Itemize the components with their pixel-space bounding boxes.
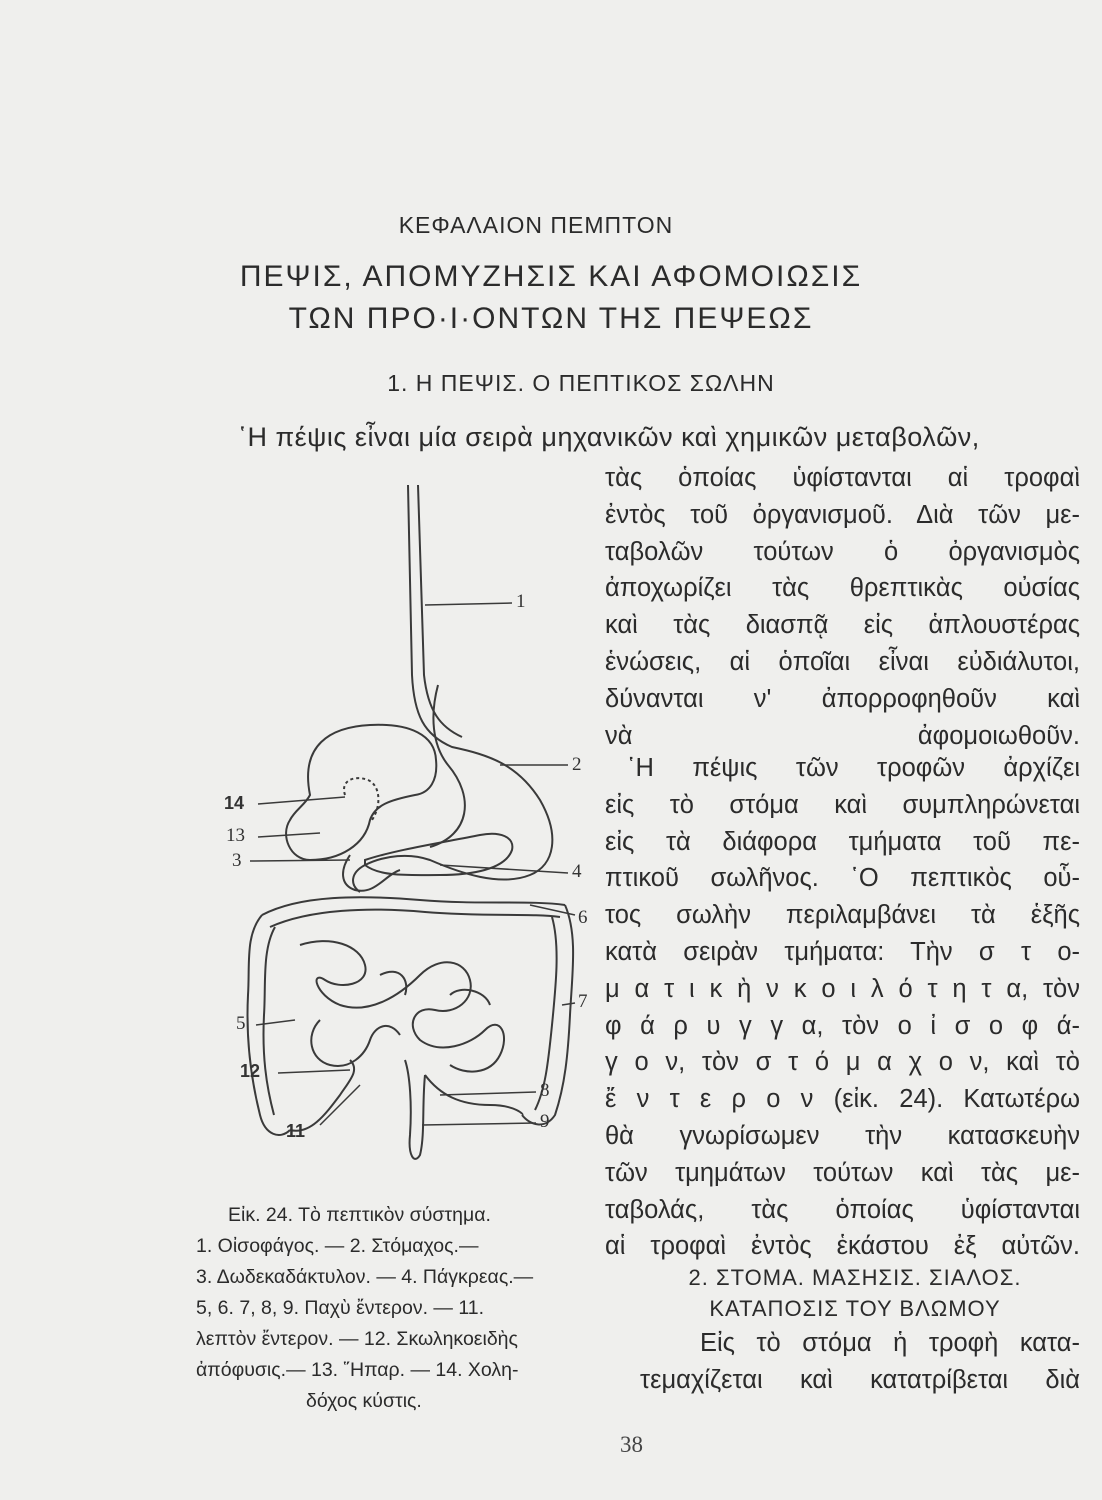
text-line: ἀποχωρίζει τὰς θρεπτικὰς οὐσίας xyxy=(605,574,1080,603)
section-2-heading xyxy=(635,1262,1075,1324)
text-line: δύνανται ν' ἀπορροφηθοῦν καὶ xyxy=(605,684,1080,713)
section-2-heading-line-2: ΚΑΤΑΠΟΣΙΣ ΤΟΥ ΒΛΩΜΟΥ xyxy=(709,1296,1001,1321)
text-line: τῶν τμημάτων τούτων καὶ τὰς με- xyxy=(605,1158,1080,1187)
text-line: θὰ γνωρίσωμεν τὴν κατασκευὴν xyxy=(605,1121,1080,1150)
text-line: εἰς τὰ διάφορα τμήματα τοῦ πε- xyxy=(605,827,1080,856)
text-line: γ ο ν, τὸν σ τ ό μ α χ ο ν, καὶ τὸ xyxy=(605,1048,1080,1077)
text-line: ῾Η πέψις τῶν τροφῶν ἀρχίζει xyxy=(627,754,1080,782)
figure-label: 14 xyxy=(224,793,245,813)
caption-line: 3. Δωδεκαδάκτυλον. — 4. Πάγκρεας.— xyxy=(196,1266,534,1288)
figure-label: 5 xyxy=(236,1013,246,1034)
text-line: μ α τ ι κ ὴ ν κ ο ι λ ό τ η τ α, τὸν xyxy=(605,974,1080,1003)
text-line: τος σωλὴν περιλαμβάνει τὰ ἑξῆς xyxy=(605,901,1080,930)
caption-line: 5, 6. 7, 8, 9. Παχὺ ἔντερον. — 11. xyxy=(196,1297,485,1319)
text-line: εἰς τὸ στόμα καὶ συμπληρώνεται xyxy=(605,790,1080,819)
text-line: καὶ τὰς διασπᾷ εἰς ἁπλουστέρας xyxy=(605,611,1080,640)
liver-shape xyxy=(286,725,436,860)
pancreas-shape xyxy=(365,834,512,875)
stomach-shape xyxy=(430,685,465,847)
figure-label: 3 xyxy=(232,850,242,871)
figure-label: 9 xyxy=(540,1111,550,1132)
caption-line: 1. Οἰσοφάγος. — 2. Στόμαχος.— xyxy=(196,1235,479,1257)
text-line: πτικοῦ σωλῆνος. ῾Ο πεπτικὸς οὗ- xyxy=(605,864,1080,893)
text-line: ἔ ν τ ε ρ ο ν (εἰκ. 24). Κατωτέρω xyxy=(605,1085,1080,1114)
intro-line: ῾Η πέψις εἶναι μία σειρὰ μηχανικῶν καὶ χημικῶν μεταβολῶν, xyxy=(238,422,980,452)
duodenum-shape xyxy=(343,855,400,891)
chapter-title-line-2: ΤΩΝ ΠΡΟ·Ι·ΟΝΤΩΝ ΤΗΣ ΠΕΨΕΩΣ xyxy=(288,302,814,335)
section-1-heading: 1. Η ΠΕΨΙΣ. Ο ΠΕΠΤΙΚΟΣ ΣΩΛΗΝ xyxy=(387,370,775,396)
chapter-title-line-1: ΠΕΨΙΣ, ΑΠΟΜΥΖΗΣΙΣ ΚΑΙ ΑΦΟΜΟΙΩΣΙΣ xyxy=(239,260,863,293)
page-number: 38 xyxy=(620,1432,643,1457)
rectum-shape xyxy=(405,1060,425,1159)
figure-label: 6 xyxy=(578,907,588,928)
small-intestine-shape xyxy=(300,941,504,1071)
figure-label: 13 xyxy=(226,825,245,846)
text-line: αἱ τροφαὶ ἐντὸς ἑκάστου ἐξ αὐτῶν. xyxy=(605,1232,1080,1261)
figure-label: 11 xyxy=(286,1121,306,1141)
text-line: Εἰς τὸ στόμα ἡ τροφὴ κατα- xyxy=(700,1329,1080,1357)
caption-line: Εἰκ. 24. Τὸ πεπτικὸν σύστημα. xyxy=(228,1204,491,1226)
small-intestine-shape-2 xyxy=(380,972,490,1005)
esophagus-inner xyxy=(418,485,462,737)
text-line: νὰ ἀφομοιωθοῦν. xyxy=(605,721,1080,750)
esophagus-shape xyxy=(353,485,552,892)
text-line: ταβολάς, τὰς ὁποίας ὑφίστανται xyxy=(605,1195,1080,1224)
text-line: τεμαχίζεται καὶ κατατρίβεται διὰ xyxy=(640,1365,1080,1394)
text-line: ἑνώσεις, αἱ ὁποῖαι εἶναι εὐδιάλυτοι, xyxy=(605,647,1080,676)
figure-label: 7 xyxy=(578,991,588,1012)
text-line: ἐντὸς τοῦ ὀργανισμοῦ. Διὰ τῶν με- xyxy=(605,500,1080,529)
paragraph-3 xyxy=(640,1325,1080,1399)
transverse-colon-inner xyxy=(270,910,560,927)
caption-line: δόχος κύστις. xyxy=(306,1390,422,1412)
text-line: φ ά ρ υ γ γ α, τὸν ο ἰ σ ο φ ά- xyxy=(605,1011,1080,1040)
paragraph-1 xyxy=(605,460,1080,754)
figure-label: 12 xyxy=(240,1061,261,1081)
section-2-heading-line-1: 2. ΣΤΟΜΑ. ΜΑΣΗΣΙΣ. ΣΙΑΛΟΣ. xyxy=(688,1265,1022,1290)
paragraph-2 xyxy=(605,750,1080,1265)
figure-caption xyxy=(196,1200,616,1417)
figure-label: 1 xyxy=(516,591,526,612)
sigmoid-shape xyxy=(425,1075,523,1115)
chapter-heading: ΚΕΦΑΛΑΙΟΝ ΠΕΜΠΤΟΝ xyxy=(398,212,674,238)
text-line: κατὰ σειρὰν τμήματα: Τὴν σ τ ο- xyxy=(605,937,1080,966)
figure-label: 2 xyxy=(572,754,582,775)
ascending-colon-inner xyxy=(263,927,275,1115)
text-line: ταβολῶν τούτων ὁ ὀργανισμὸς xyxy=(605,537,1080,566)
digestive-system-figure xyxy=(200,475,610,1195)
figure-label: 8 xyxy=(540,1080,550,1101)
caption-line: λεπτὸν ἔντερον. — 12. Σκωληκοειδὴς xyxy=(196,1328,518,1350)
figure-label: 4 xyxy=(572,861,582,882)
text-line: τὰς ὁποίας ὑφίστανται αἱ τροφαὶ xyxy=(605,464,1080,492)
caption-line: ἀπόφυσις.— 13. ῞Ηπαρ. — 14. Χολη- xyxy=(196,1359,519,1381)
transverse-colon-shape xyxy=(262,897,565,915)
